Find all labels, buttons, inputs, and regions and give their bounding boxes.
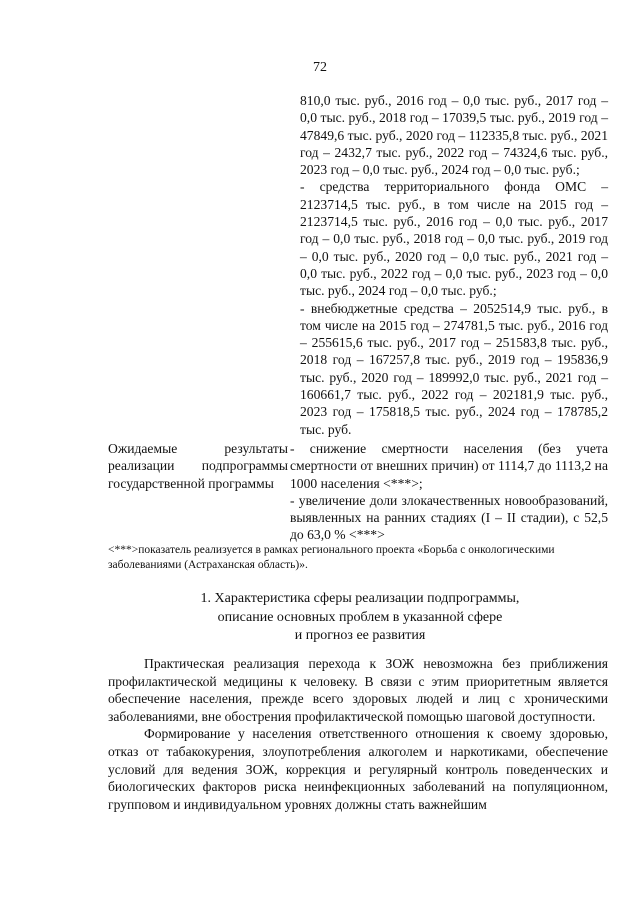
section-title: [120, 590, 600, 646]
expected-results-label: Ожидаемые результаты реализации подпрограммы государственной программы: [108, 441, 288, 491]
paragraph: Практическая реализация перехода к ЗОЖ невозможна без приближения профилактической медицины к человеку. В связи с этим приоритетным является обеспечение населения, прежде всего здоровых людей и лиц с хроническими заболеваниями, вне обострения профилактической помощью шаговой доступности.: [108, 656, 608, 724]
section-title-line: 1. Характеристика сферы реализации подпрограммы,: [200, 591, 520, 606]
section-title-line: и прогноз ее развития: [294, 628, 426, 643]
footnote: <***>показатель реализуется в рамках регионального проекта «Борьба с онкологическими заболеваниями (Астраханская область)».: [108, 544, 555, 571]
expected-result-item: - увеличение доли злокачественных новообразований, выявленных на ранних стадиях (I – II стадии), с 52,5 до 63,0 % <***>: [290, 492, 608, 543]
expected-results-list: [290, 440, 608, 544]
page-number: 72: [313, 60, 327, 75]
budget-line: 810,0 тыс. руб., 2016 год – 0,0 тыс. руб., 2017 год – 0,0 тыс. руб., 2018 год – 17039,5 тыс. руб., 2019 год – 47849,6 тыс. руб., 2020 год – 112335,8 тыс. руб., 2021 год – 2432,7 тыс. руб., 2022 год – 74324,6 тыс. руб., 2023 год – 0,0 тыс. руб., 2024 год – 0,0 тыс. руб.;: [300, 93, 608, 178]
budget-line: - средства территориального фонда ОМС – 2123714,5 тыс. руб., в том числе на 2015 год – 2123714,5 тыс. руб., 2016 год – 0,0 тыс. руб., 2017 год – 0,0 тыс. руб., 2018 год – 0,0 тыс. руб., 2019 год – 0,0 тыс. руб., 2020 год – 0,0 тыс. руб., 2021 год – 0,0 тыс. руб., 2022 год – 0,0 тыс. руб., 2023 год – 0,0 тыс. руб., 2024 год – 0,0 тыс. руб.;: [300, 179, 608, 299]
body-text: [108, 655, 608, 813]
budget-line: - внебюджетные средства – 2052514,9 тыс. руб., в том числе на 2015 год – 274781,5 тыс. руб., 2016 год – 255615,6 тыс. руб., 2017 год – 251583,8 тыс. руб., 2018 год – 167257,8 тыс. руб., 2019 год – 195836,9 тыс. руб., 2020 год – 189992,0 тыс. руб., 2021 год – 160661,7 тыс. руб., 2022 год – 202181,9 тыс. руб., 2023 год – 175818,5 тыс. руб., 2024 год – 178785,2 тыс. руб.: [300, 300, 608, 437]
budget-text-block: [300, 92, 608, 438]
paragraph: Формирование у населения ответственного отношения к своему здоровью, отказ от табакокурения, злоупотребления алкоголем и наркотиками, обеспечение условий для ведения ЗОЖ, коррекция и регулярный контроль поведенческих и биологических факторов риска неинфекционных заболеваний на популяционном, групповом и индивидуальном уровнях должны стать важнейшим: [108, 726, 608, 812]
expected-result-item: - снижение смертности населения (без учета смертности от внешних причин) от 1114,7 до 1113,2 на 1000 населения <***>;: [290, 441, 608, 491]
section-title-line: описание основных проблем в указанной сфере: [217, 609, 503, 625]
